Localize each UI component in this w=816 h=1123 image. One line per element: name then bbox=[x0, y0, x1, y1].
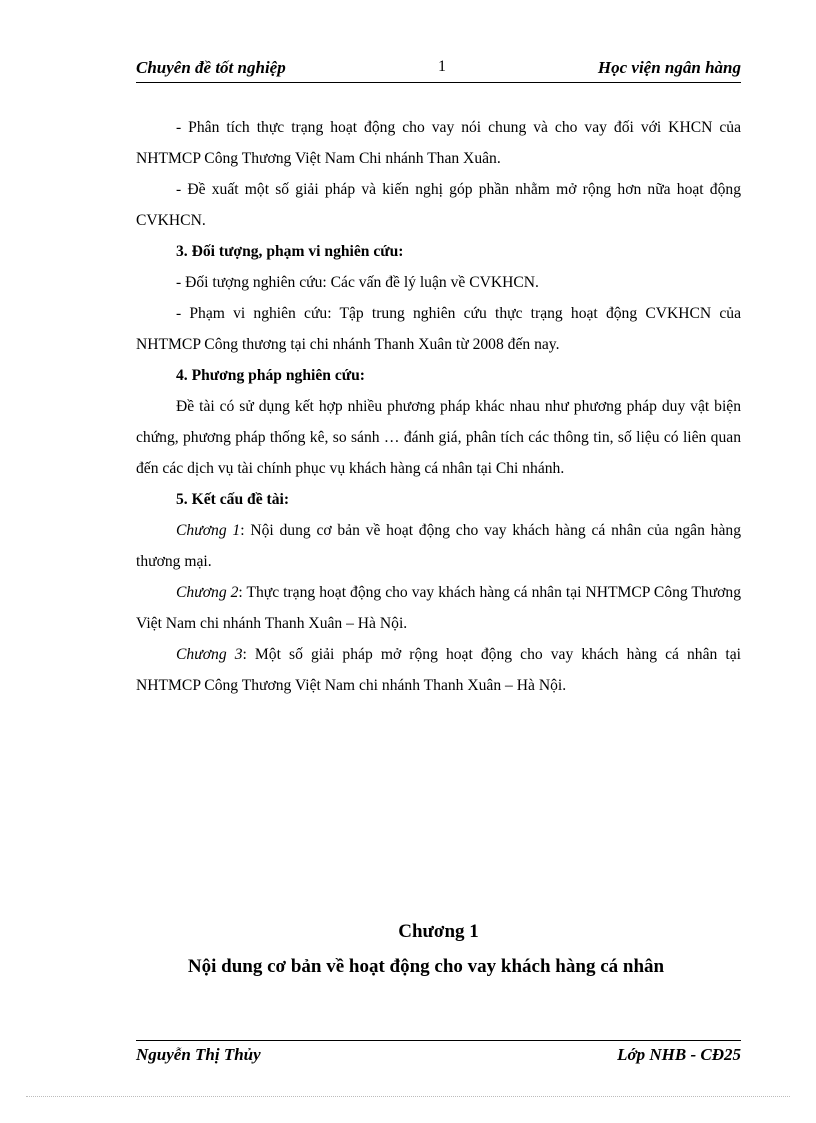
page-header bbox=[136, 56, 741, 83]
footer-class: Lớp NHB - CĐ25 bbox=[617, 1045, 741, 1064]
body-text bbox=[136, 112, 741, 701]
page-footer bbox=[136, 1040, 741, 1071]
chapter-summary bbox=[136, 577, 741, 639]
section-heading: 3. Đối tượng, phạm vi nghiên cứu: bbox=[176, 243, 404, 260]
section-heading: 4. Phương pháp nghiên cứu: bbox=[176, 367, 365, 384]
footer-author: Nguyễn Thị Thủy bbox=[136, 1045, 261, 1064]
chapter-label: Chương 1 bbox=[176, 522, 241, 539]
chapter-summary bbox=[136, 639, 741, 701]
chapter-number: Chương 1 bbox=[398, 921, 479, 942]
chapter-summary bbox=[136, 515, 741, 577]
paragraph: Đề tài có sử dụng kết hợp nhiều phương pháp khác nhau như phương pháp duy vật biện chứng, phương pháp thống kê, so sánh … đánh giá, phân tích các thông tin, số liệu có liên quan đến các dịch vụ tài chính phục vụ khách hàng cá nhân tại Chi nhánh. bbox=[136, 398, 741, 477]
chapter-description: : Một số giải pháp mở rộng hoạt động cho vay khách hàng cá nhân tại NHTMCP Công Thương Việt Nam chi nhánh Thanh Xuân – Hà Nội. bbox=[136, 646, 741, 694]
paragraph: - Đối tượng nghiên cứu: Các vấn đề lý luận về CVKHCN. bbox=[176, 274, 539, 291]
chapter-description: : Nội dung cơ bản về hoạt động cho vay khách hàng cá nhân của ngân hàng thương mại. bbox=[136, 522, 741, 570]
section-heading: 5. Kết cấu đề tài: bbox=[176, 491, 290, 508]
chapter-title: Nội dung cơ bản về hoạt động cho vay khách hàng cá nhân bbox=[187, 956, 665, 977]
header-title: Chuyên đề tốt nghiệp bbox=[136, 58, 286, 77]
paragraph: - Đề xuất một số giải pháp và kiến nghị góp phần nhằm mở rộng hơn nữa hoạt động CVKHCN. bbox=[136, 181, 741, 229]
paragraph: - Phân tích thực trạng hoạt động cho vay nói chung và cho vay đối với KHCN của NHTMCP Công Thương Việt Nam Chi nhánh Than Xuân. bbox=[136, 119, 741, 167]
page-number: 1 bbox=[438, 58, 446, 75]
header-institution: Học viện ngân hàng bbox=[597, 58, 741, 77]
chapter-label: Chương 2 bbox=[176, 584, 239, 601]
page-edge-divider bbox=[26, 1096, 790, 1097]
chapter-label: Chương 3 bbox=[176, 646, 243, 663]
chapter-description: : Thực trạng hoạt động cho vay khách hàng cá nhân tại NHTMCP Công Thương Việt Nam chi nhánh Thanh Xuân – Hà Nội. bbox=[136, 584, 741, 632]
paragraph: - Phạm vi nghiên cứu: Tập trung nghiên cứu thực trạng hoạt động CVKHCN của NHTMCP Công thương tại chi nhánh Thanh Xuân từ 2008 đến nay. bbox=[136, 305, 741, 353]
